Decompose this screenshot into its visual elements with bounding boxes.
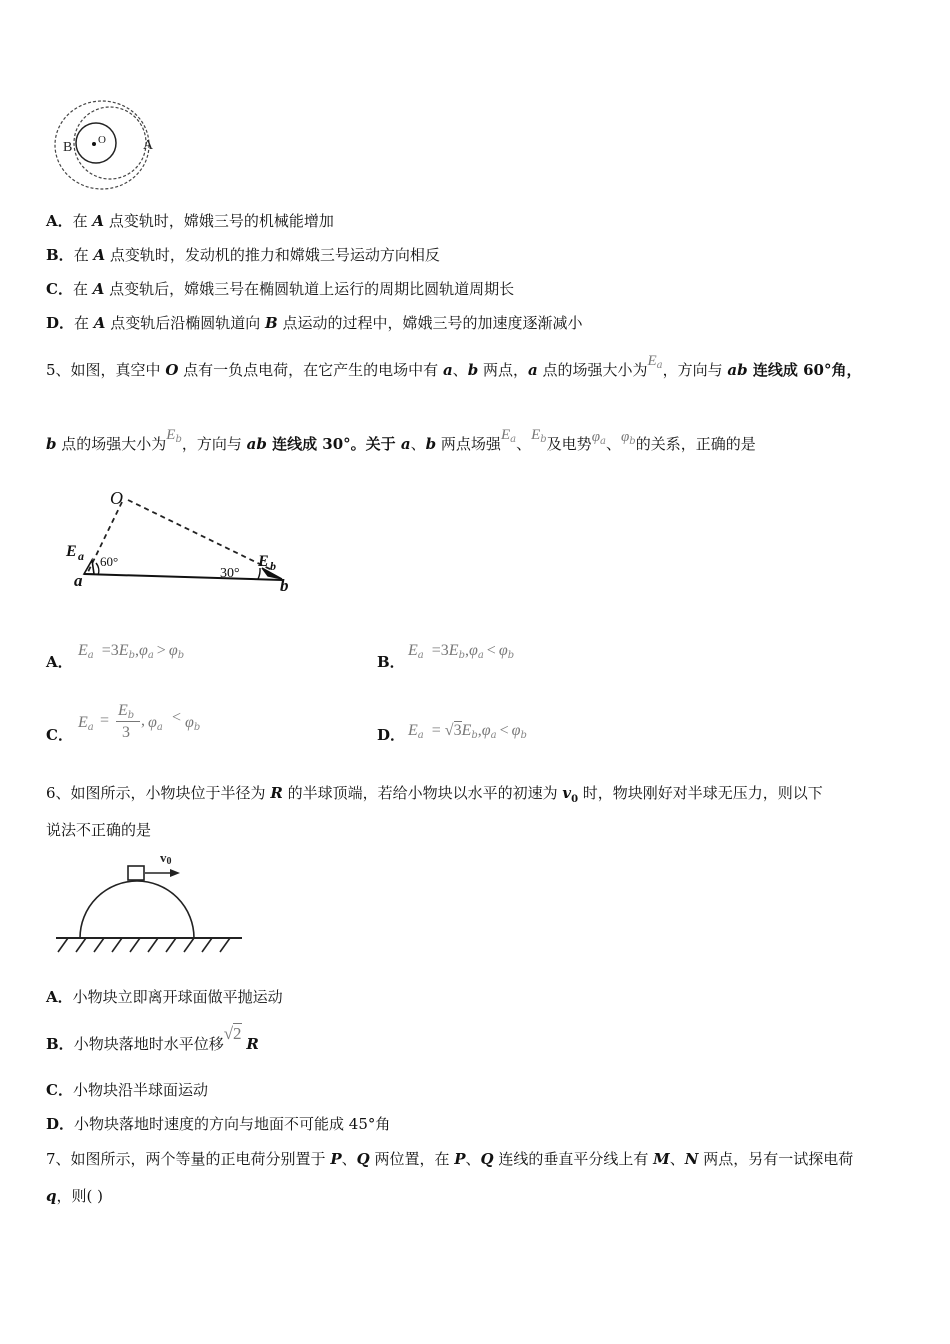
label-a: A [143, 138, 154, 153]
q5-stem-line2: b 点的场强大小为$E_b$，方向与 ab 连线成 30°。关于 a、b 两点场强$E_a$、$E_b$及电势$\varphi_a$、$\varphi_b$的关系，正确的是 [46, 427, 756, 453]
center-dot [92, 142, 96, 146]
arrow-ea [84, 560, 94, 574]
label-ea: E [66, 543, 77, 560]
formula-ea: $E_a$ [647, 353, 663, 371]
q6-option-b[interactable]: B．小物块落地时水平位移√2 R [46, 1024, 259, 1053]
circular-orbit [74, 107, 146, 179]
q5-stem-line1: 5、如图，真空中 O 点有一负点电荷，在它产生的电场中有 a、b 两点，a 点的场强大小为$E_a$，方向与 ab 连线成 60°角， [46, 353, 862, 379]
label-60: 60° [100, 554, 119, 569]
q4-option-c[interactable]: C．在 A 点变轨后，嫦娥三号在椭圆轨道上运行的周期比圆轨道周期长 [46, 280, 515, 298]
formula-phi-b: $\varphi_b$ [620, 429, 636, 447]
option-letter: B． [46, 1035, 74, 1053]
sqrt-formula: √2 [223, 1024, 242, 1043]
dashed-line-ob [128, 500, 272, 570]
label-eb-sub: b [270, 559, 276, 573]
block [128, 866, 144, 880]
q6-option-c[interactable]: C．小物块沿半球面运动 [46, 1081, 208, 1099]
label-b: B [63, 140, 73, 155]
q5-option-d[interactable] [377, 725, 405, 745]
option-letter: C． [46, 726, 73, 744]
orbit-figure [50, 98, 162, 193]
label-v0: v0 [160, 850, 172, 867]
q4-option-d[interactable]: D．在 A 点变轨后沿椭圆轨道向 B 点运动的过程中，嫦娥三号的加速度逐渐减小 [46, 314, 583, 332]
line-ab [84, 574, 282, 580]
option-letter: C． [46, 1081, 73, 1099]
q5-option-a-formula: $E_a =3E_b,\varphi_a > \varphi_b$ [78, 642, 185, 661]
label-eb: E [258, 553, 269, 570]
option-letter: A． [46, 653, 73, 671]
option-letter: A． [46, 988, 73, 1006]
formula-eb-2: $E_b$ [531, 427, 547, 445]
label-o: O [98, 134, 106, 146]
option-letter: D． [46, 314, 75, 332]
formula-eb: $E_b$ [166, 427, 182, 445]
q7-stem-line1: 7、如图所示，两个等量的正电荷分别置于 P、Q 两位置，在 P、Q 连线的垂直平分线上有 M、N 两点，另有一试探电荷 [46, 1150, 854, 1168]
option-letter: B． [46, 246, 74, 264]
option-letter: A． [46, 212, 73, 230]
q5-option-c[interactable] [46, 725, 73, 745]
fraction-bar [116, 721, 140, 722]
hemisphere [80, 881, 194, 938]
sqrt-sign: √ [444, 722, 454, 739]
q6-option-a[interactable]: A．小物块立即离开球面做平抛运动 [46, 988, 283, 1006]
q5-option-d-formula: $E_a = √3E_b,\varphi_a < \varphi_b$ [408, 722, 527, 741]
label-ea-sub: a [78, 549, 84, 563]
q4-option-a[interactable]: A．在 A 点变轨时，嫦娥三号的机械能增加 [46, 212, 334, 230]
q7-stem-line2: q，则( ) [46, 1187, 103, 1205]
formula-phi-a: $\varphi_a$ [591, 429, 606, 447]
label-o: O [110, 488, 123, 508]
ground-hatch [58, 938, 230, 952]
option-letter: B． [377, 653, 405, 671]
q6-option-d[interactable]: D．小物块落地时速度的方向与地面不可能成 45°角 [46, 1115, 391, 1133]
q5-option-b[interactable] [377, 652, 405, 672]
arrow-head [170, 869, 180, 877]
q4-option-b[interactable]: B．在 A 点变轨时，发动机的推力和嫦娥三号运动方向相反 [46, 246, 440, 264]
hemisphere-figure [48, 850, 244, 958]
moon-circle [76, 123, 116, 163]
q5-option-c-formula: $E_a$ = $E_b$ 3 , $\varphi_a$ < $\varphi_b$ [78, 702, 201, 741]
label-a: a [74, 571, 83, 590]
angle-arc-60 [96, 563, 99, 575]
q5-option-b-formula: $E_a =3E_b,\varphi_a < \varphi_b$ [408, 642, 515, 661]
formula-ea-2: $E_a$ [500, 427, 517, 445]
q6-stem-line2: 说法不正确的是 [46, 821, 152, 839]
option-letter: D． [377, 726, 406, 744]
option-letter: C． [46, 280, 73, 298]
field-triangle-figure [48, 478, 298, 604]
q6-stem-line1: 6、如图所示，小物块位于半径为 R 的半球顶端，若给小物块以水平的初速为 $v_0$ 时，物块刚好对半球无压力，则以下 [46, 784, 823, 805]
label-b: b [280, 576, 289, 595]
label-30: 30° [220, 566, 240, 581]
option-letter: D． [46, 1115, 75, 1133]
q5-option-a[interactable] [46, 652, 73, 672]
